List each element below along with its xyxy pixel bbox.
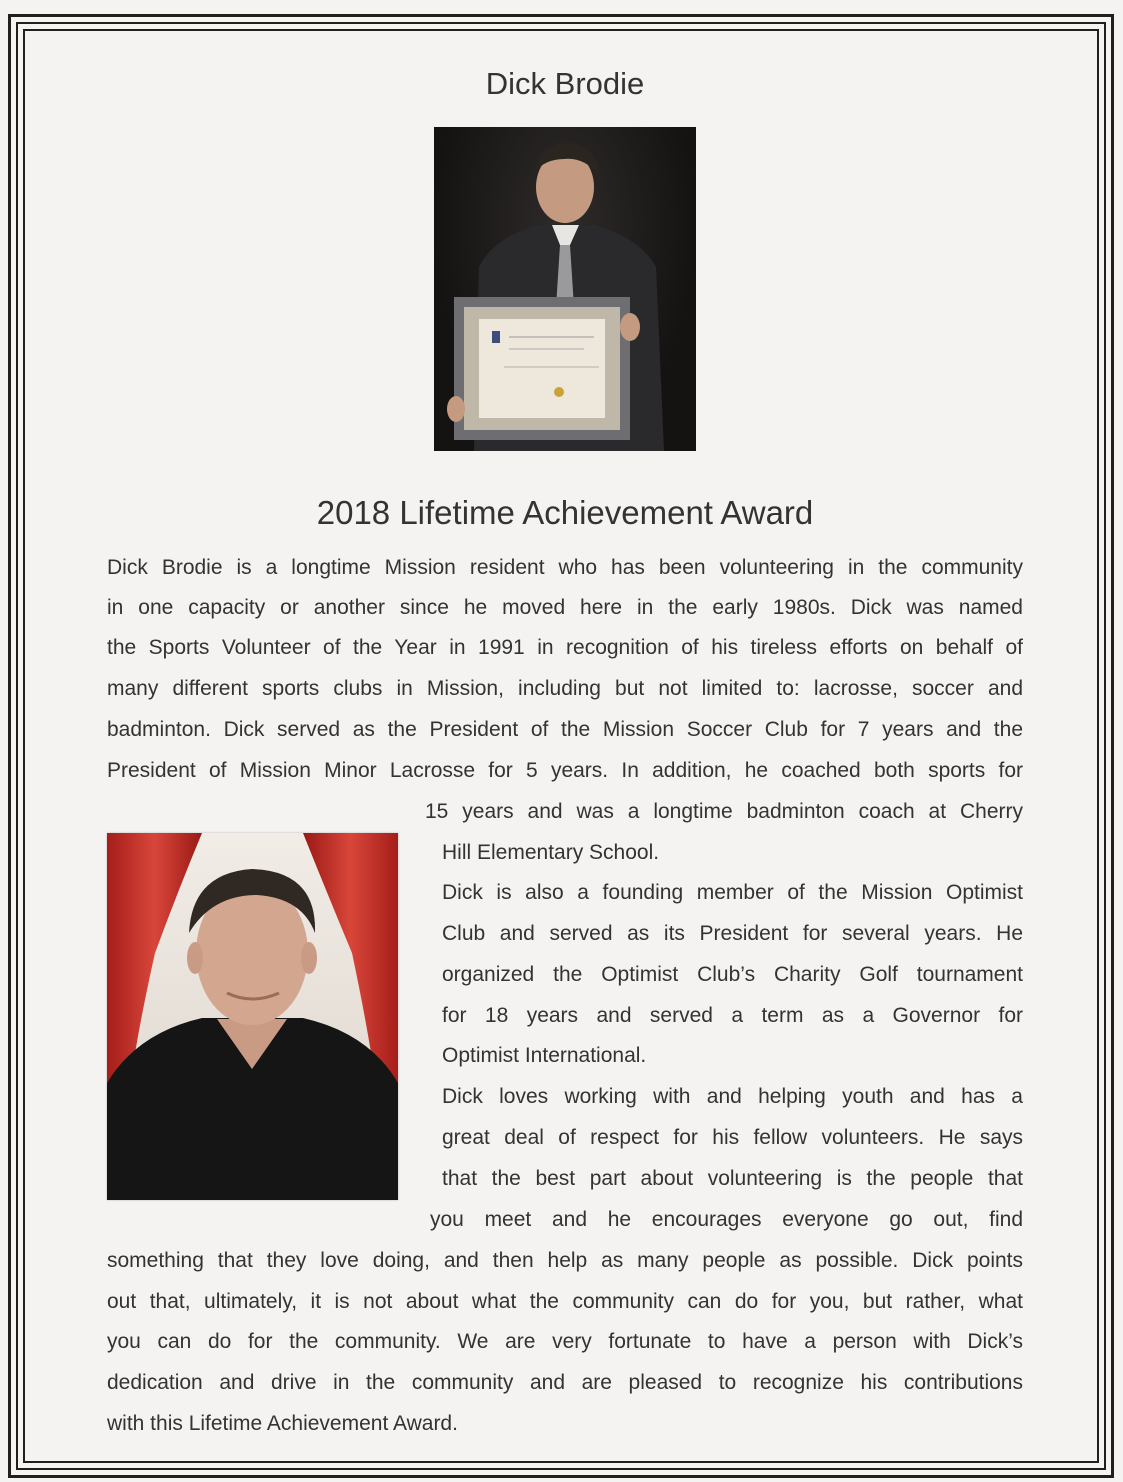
body-line: Hill Elementary School. bbox=[442, 841, 660, 864]
body-line: you can do for the community. We are very fortunate to have a person with Dick’s bbox=[107, 1330, 1023, 1353]
award-photo-illustration bbox=[434, 127, 696, 451]
body-line: in one capacity or another since he moved here in the early 1980s. Dick was named bbox=[107, 596, 1023, 619]
body-line: great deal of respect for his fellow volunteers. He says bbox=[442, 1126, 1023, 1149]
body-line: with this Lifetime Achievement Award. bbox=[107, 1412, 458, 1435]
body-line: the Sports Volunteer of the Year in 1991 in recognition of his tireless efforts on behalf of bbox=[107, 636, 1023, 659]
body-line: Dick is also a founding member of the Mission Optimist bbox=[442, 881, 1023, 904]
body-line: for 18 years and served a term as a Governor for bbox=[442, 1004, 1023, 1027]
body-line: Optimist International. bbox=[442, 1044, 647, 1067]
body-line: many different sports clubs in Mission, including but not limited to: lacrosse, soccer and bbox=[107, 677, 1023, 700]
body-line: Dick loves working with and helping youth and has a bbox=[442, 1085, 1023, 1108]
body-line: President of Mission Minor Lacrosse for 5 years. In addition, he coached both sports for bbox=[107, 759, 1023, 782]
award-photo bbox=[434, 127, 696, 451]
body-line: Club and served as its President for several years. He bbox=[442, 922, 1023, 945]
body-line: dedication and drive in the community and are pleased to recognize his contributions bbox=[107, 1371, 1023, 1394]
body-line: Dick Brodie is a longtime Mission resident who has been volunteering in the community bbox=[107, 556, 1023, 579]
body-line: something that they love doing, and then help as many people as possible. Dick points bbox=[107, 1249, 1023, 1272]
body-line: you meet and he encourages everyone go out, find bbox=[430, 1208, 1023, 1231]
award-title: 2018 Lifetime Achievement Award bbox=[316, 494, 814, 531]
body-line: organized the Optimist Club’s Charity Golf tournament bbox=[442, 963, 1023, 986]
portrait-photo bbox=[107, 833, 398, 1200]
body-line: out that, ultimately, it is not about what the community can do for you, but rather, what bbox=[107, 1290, 1023, 1313]
body-line: 15 years and was a longtime badminton coach at Cherry bbox=[425, 800, 1023, 823]
body-line: badminton. Dick served as the President of the Mission Soccer Club for 7 years and the bbox=[107, 718, 1023, 741]
portrait-illustration bbox=[107, 833, 398, 1200]
page-title: Dick Brodie bbox=[485, 66, 645, 101]
body-line: that the best part about volunteering is the people that bbox=[442, 1167, 1023, 1190]
